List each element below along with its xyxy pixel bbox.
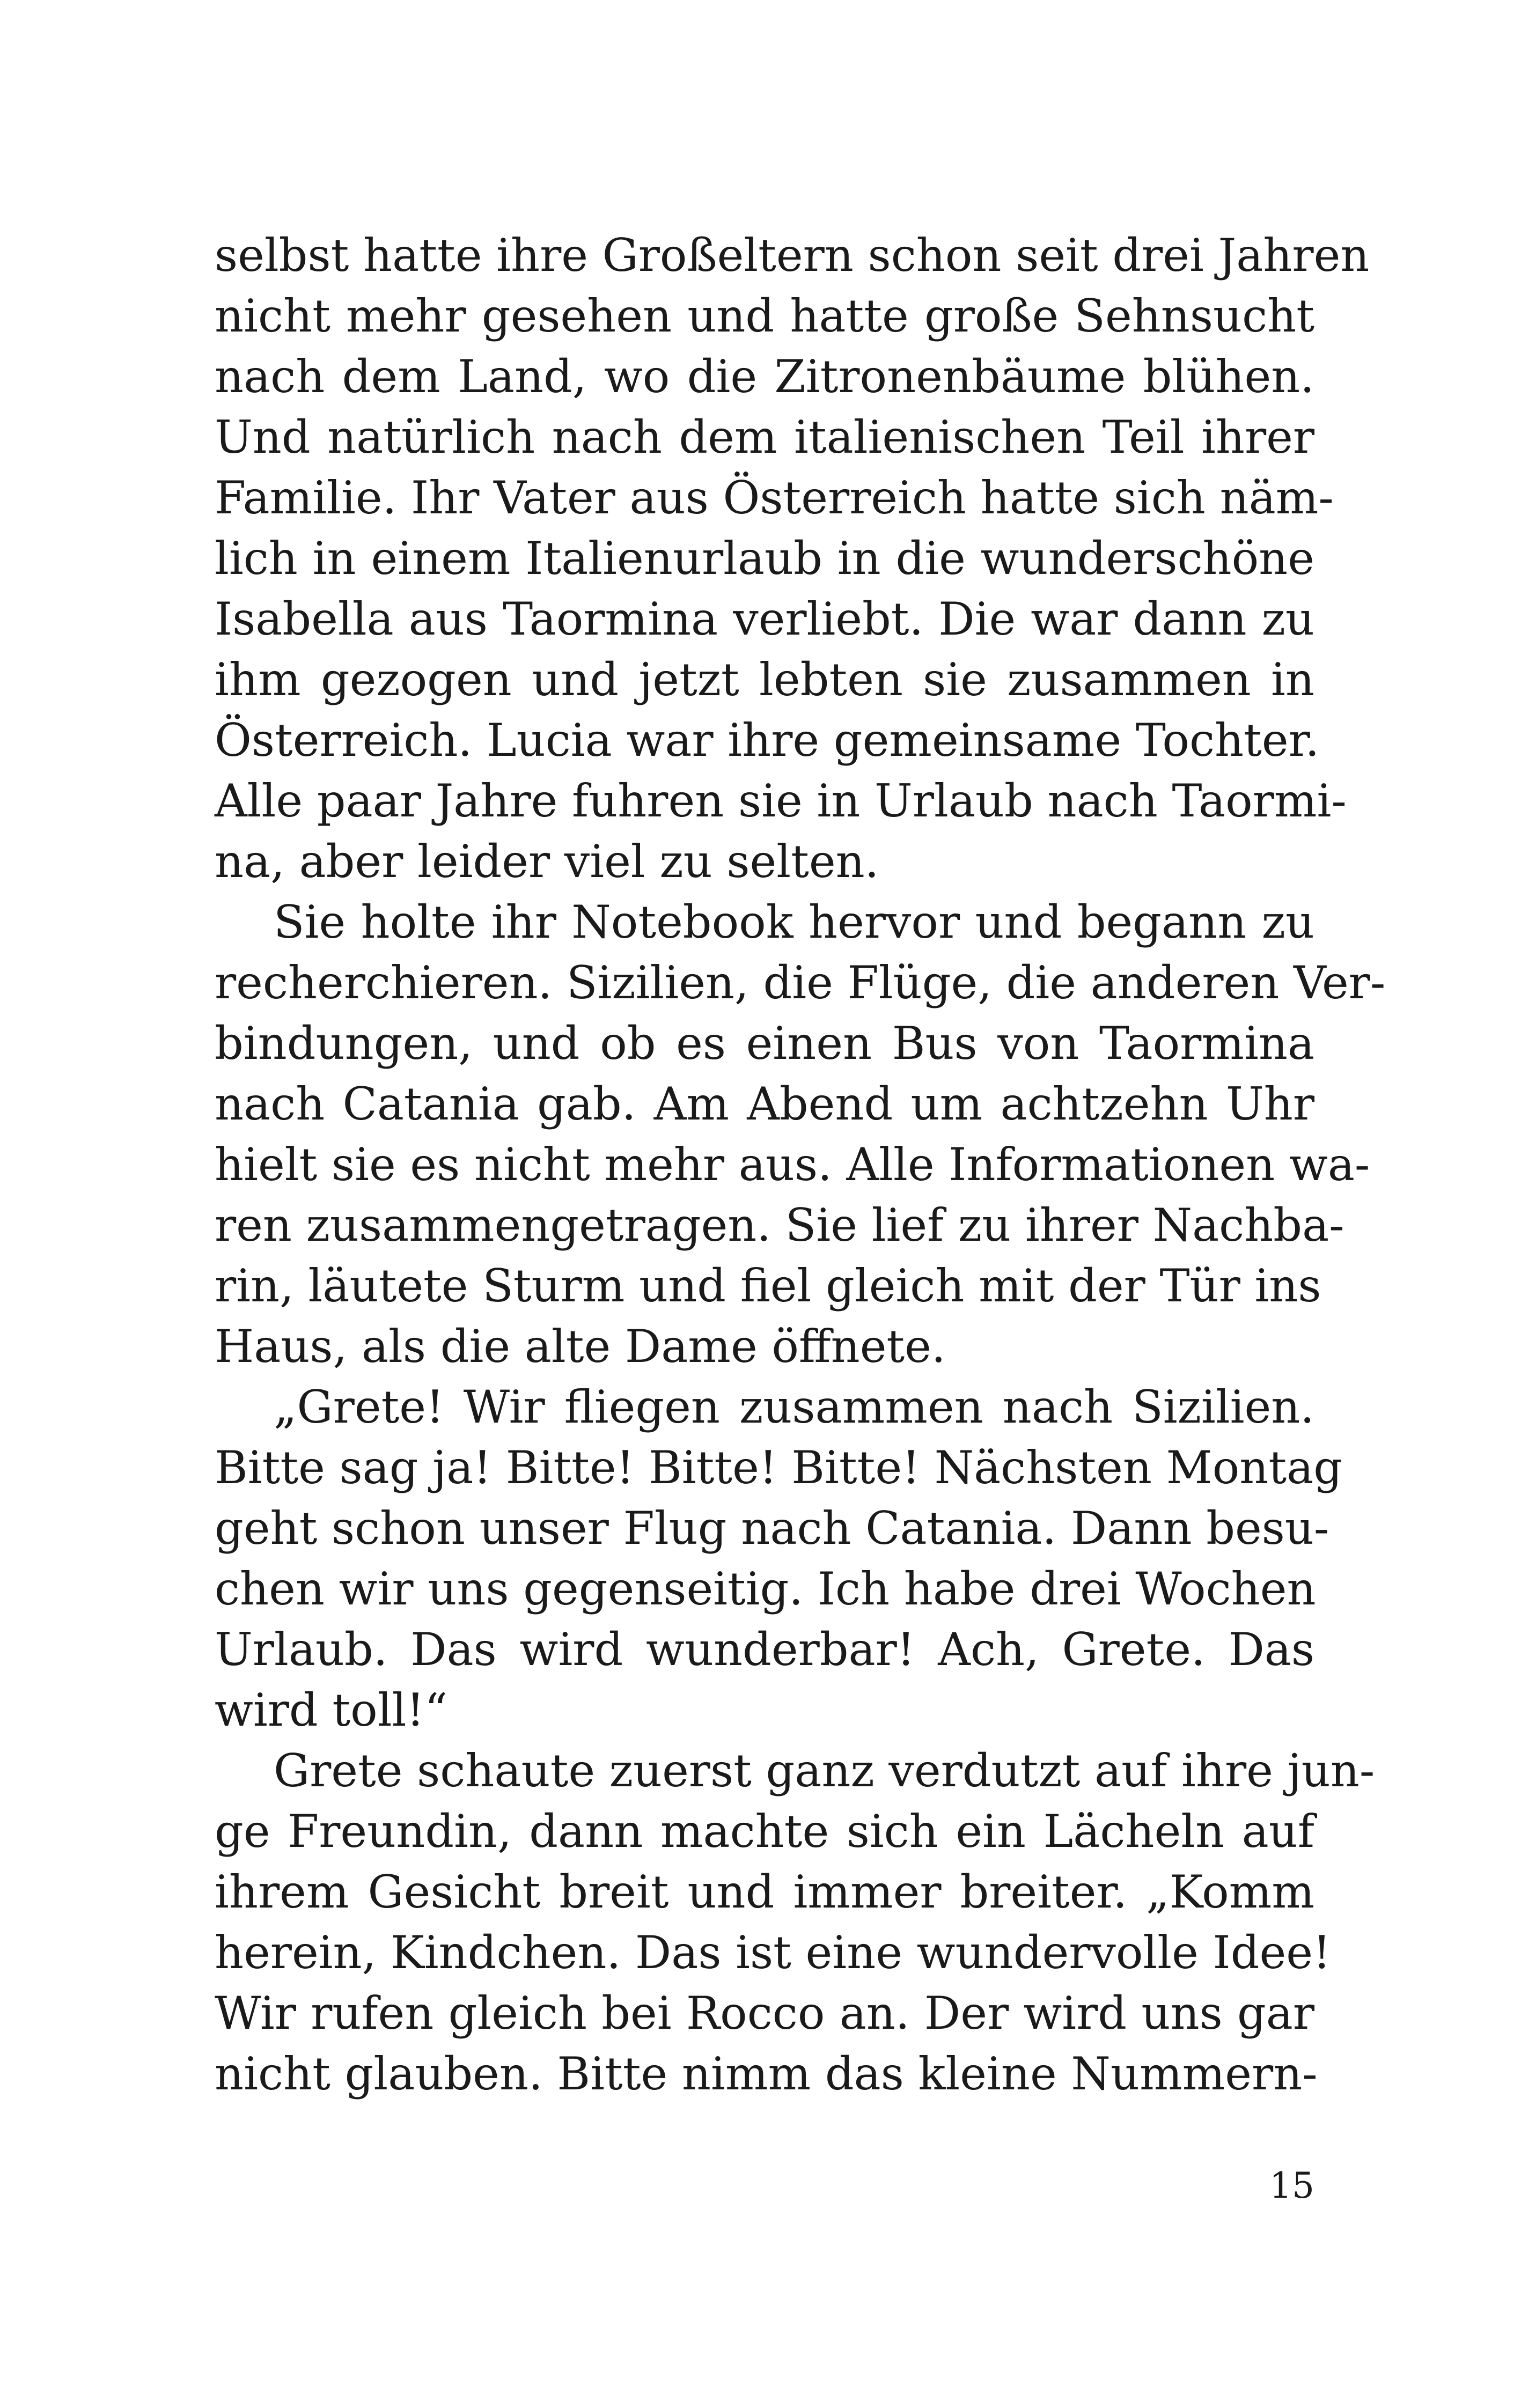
text-line: ge Freundin, dann machte sich ein Lächeln auf	[215, 1805, 1314, 1858]
text-line: Bitte sag ja! Bitte! Bitte! Bitte! Nächsten Montag	[215, 1441, 1342, 1494]
text-line: Sie holte ihr Notebook hervor und begann zu	[274, 896, 1314, 948]
text-line: Wir rufen gleich bei Rocco an. Der wird uns gar	[215, 1987, 1314, 2039]
text-line: ren zusammengetragen. Sie lief zu ihrer Nachba-	[215, 1199, 1344, 1251]
text-line: Alle paar Jahre fuhren sie in Urlaub nach Taormi-	[215, 775, 1347, 827]
text-line: bindungen, und ob es einen Bus von Taormina	[215, 1017, 1314, 1070]
text-line: Urlaub. Das wird wunderbar! Ach, Grete. Das	[215, 1623, 1314, 1676]
text-line: nach dem Land, wo die Zitronenbäume blühen.	[215, 350, 1314, 403]
text-line: selbst hatte ihre Großeltern schon seit drei Jahren	[215, 229, 1370, 282]
text-line: chen wir uns gegenseitig. Ich habe drei Wochen	[215, 1563, 1316, 1615]
text-line: Isabella aus Taormina verliebt. Die war dann zu	[215, 593, 1314, 645]
text-line: herein, Kindchen. Das ist eine wundervolle Idee!	[215, 1926, 1331, 1979]
text-line: Haus, als die alte Dame öffnete.	[215, 1320, 946, 1373]
text-line: nicht glauben. Bitte nimm das kleine Nummern-	[215, 2048, 1318, 2100]
text-line: Familie. Ihr Vater aus Österreich hatte sich näm-	[215, 472, 1334, 524]
text-line: wird toll!“	[215, 1684, 448, 1736]
text-line: na, aber leider viel zu selten.	[215, 835, 879, 888]
text-line: recherchieren. Sizilien, die Flüge, die anderen Ver-	[215, 956, 1386, 1009]
text-line: rin, läutete Sturm und fiel gleich mit der Tür ins	[215, 1260, 1321, 1312]
body-text	[215, 225, 1386, 2104]
text-line: Österreich. Lucia war ihre gemeinsame Tochter.	[215, 714, 1320, 767]
text-line: Und natürlich nach dem italienischen Teil ihrer	[215, 411, 1314, 463]
text-line: nicht mehr gesehen und hatte große Sehnsucht	[215, 290, 1314, 342]
text-line: Grete schaute zuerst ganz verdutzt auf ihre jun-	[274, 1744, 1375, 1797]
text-line: nach Catania gab. Am Abend um achtzehn Uhr	[215, 1078, 1314, 1130]
text-line: ihrem Gesicht breit und immer breiter. „Komm	[215, 1866, 1314, 1918]
text-line: ihm gezogen und jetzt lebten sie zusammen in	[215, 653, 1314, 706]
text-line: hielt sie es nicht mehr aus. Alle Informationen wa-	[215, 1138, 1370, 1191]
page-number: 15	[1269, 2165, 1314, 2206]
text-line: „Grete! Wir fliegen zusammen nach Sizilien.	[274, 1381, 1314, 1433]
text-line: lich in einem Italienurlaub in die wunderschöne	[215, 532, 1314, 585]
text-line: geht schon unser Flug nach Catania. Dann besu-	[215, 1502, 1329, 1555]
